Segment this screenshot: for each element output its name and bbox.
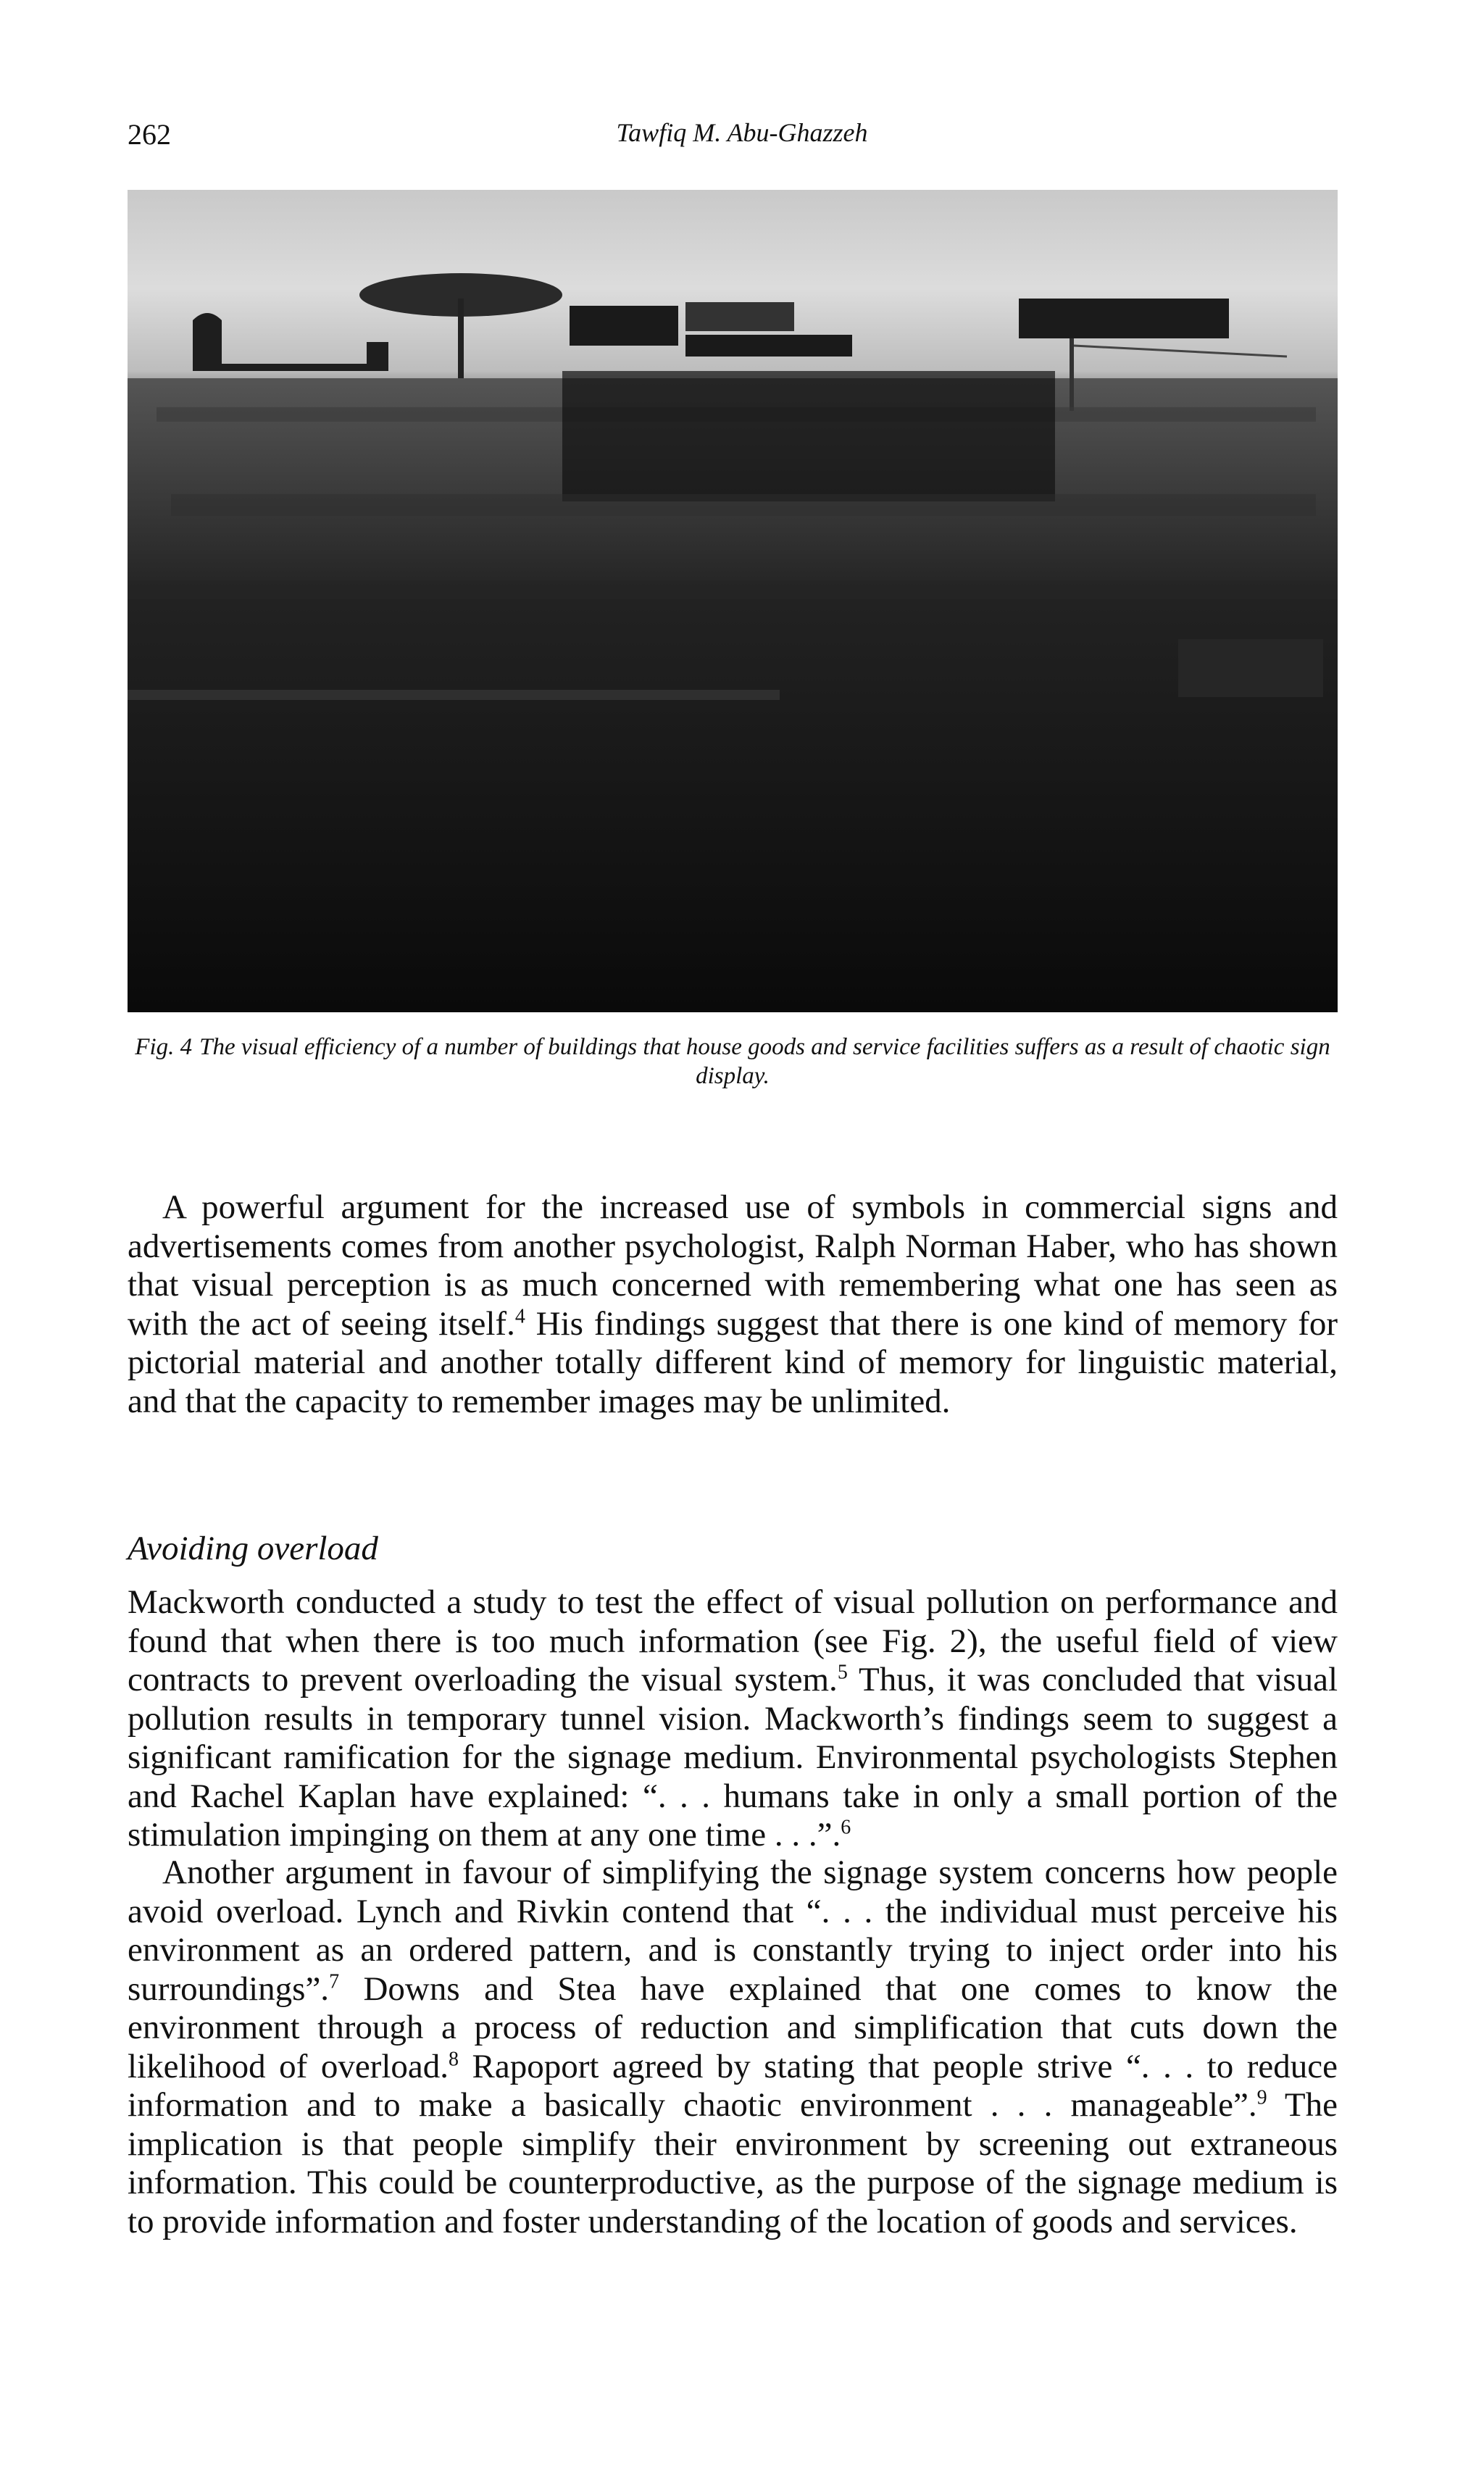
paragraph-2 [128, 1583, 1338, 1855]
paragraph-3 [128, 1854, 1338, 2241]
footnote-ref-9: 9 [1256, 2086, 1267, 2109]
paragraph-3-text-a: Another argument in favour of simplifying the signage system concerns how people avoid overload. Lynch and Rivkin contend that “. . . the individual must perceive his environment as an ordered pattern, and is constantly trying to inject order into his surroundings”. [128, 1854, 1338, 2008]
figure-caption [128, 1033, 1338, 1091]
street-level-band [128, 690, 780, 700]
figure-photo [128, 190, 1338, 1012]
awning-band [128, 581, 1338, 599]
footnote-ref-8: 8 [449, 2047, 459, 2070]
large-billboard [562, 371, 1055, 501]
footnote-ref-5: 5 [837, 1661, 848, 1684]
rooftop-antennas [1019, 299, 1229, 338]
rooftop-sign-3 [685, 335, 852, 357]
paragraph-3-text-b: Downs and Stea have explained that one comes to know the environment through a process of reduction and simplification that cuts down the likelihood of overload. [128, 1969, 1338, 2085]
antenna-mast [1070, 338, 1074, 411]
dish-pole [458, 299, 464, 378]
paragraph-2-text-a: Mackworth conducted a study to test the effect of visual pollution on performance and found that when there is too much information (see Fig. 2), the useful field of view contracts to prevent overloading the visual system. [128, 1583, 1338, 1698]
running-head: Tawfiq M. Abu-Ghazzeh [616, 118, 868, 147]
rooftop-photo-illustration [128, 190, 1338, 1012]
rooftop-sign-2 [685, 302, 794, 331]
paragraph-3-text-c: Rapoport agreed by stating that people strive “. . . to reduce information and to make a basically chaotic environment . . . manageable”. [128, 2047, 1338, 2124]
rooftop-sign-1 [570, 306, 678, 346]
storefront-right [1178, 639, 1323, 697]
paragraph-2-text-b: Thus, it was concluded that visual pollution results in temporary tunnel vision. Mackworth’s findings seem to suggest a significant ramification for the signage medium. Environmental psychologists Stephen and Rachel Kaplan have explained: “. . . humans take in only a small portion of the stimulation impinging on them at any one time . . .”. [128, 1661, 1338, 1854]
paragraph-1-text-2: His findings suggest that there is one kind of memory for pictorial material and another totally different kind of memory for linguistic material, and that the capacity to remember images may be unlimited. [128, 1304, 1338, 1420]
footnote-ref-7: 7 [329, 1969, 340, 1993]
figure-caption-text: The visual efficiency of a number of buildings that house goods and service facilities suffers as a result of chaotic sign display. [199, 1034, 1330, 1089]
paragraph-1 [128, 1188, 1338, 1421]
page-number: 262 [128, 118, 171, 151]
section-heading: Avoiding overload [128, 1530, 378, 1567]
figure-label: Fig. 4 [135, 1034, 193, 1060]
paragraph-1-text: A powerful argument for the increased use of symbols in commercial signs and advertisements comes from another psychologist, Ralph Norman Haber, who has shown that visual perception is as much concerned with remembering what one has seen as with the act of seeing itself. [128, 1188, 1338, 1343]
footnote-ref-6: 6 [841, 1816, 851, 1839]
footnote-ref-4: 4 [514, 1304, 525, 1327]
paragraph-3-text-d: The implication is that people simplify their environment by screening out extraneous information. This could be counterproductive, as the purpose of the signage medium is to provide information and foster understanding of the location of goods and services. [128, 2086, 1338, 2240]
sign-band [171, 494, 1316, 516]
